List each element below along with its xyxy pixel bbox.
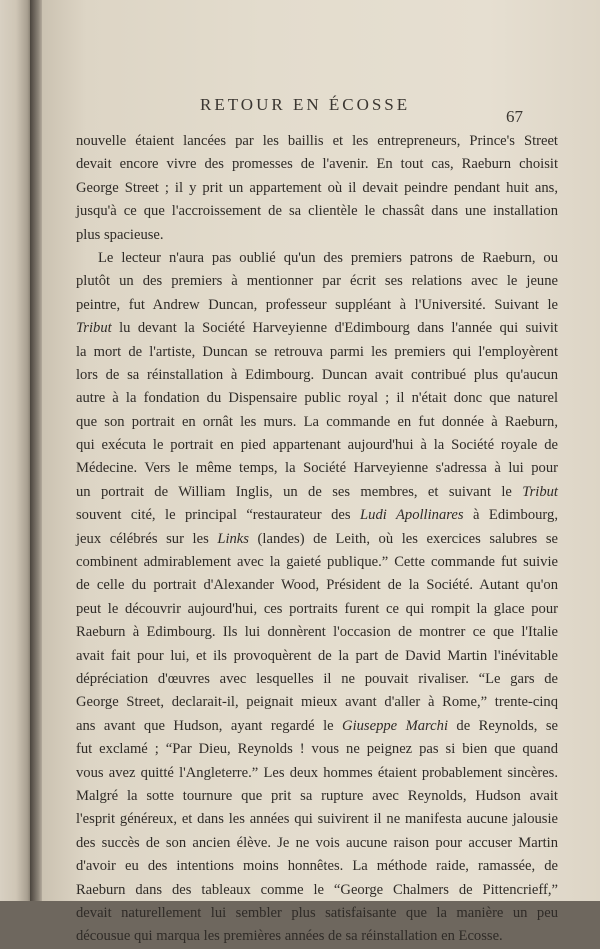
text-line: lors de sa réinstallation à Edimbourg. Duncan avait contribué plus qu'aucun <box>76 366 558 383</box>
text-line: l'esprit généreux, et dans les années qui suivirent il ne manifesta aucune jalousie <box>76 811 558 828</box>
text-line: combinent admirablement avec la gaieté publique.” Cette commande fut suivie <box>76 554 558 571</box>
text-line: que son portrait en ornât les murs. La commande en fut donnée à Raeburn, <box>76 413 558 430</box>
text-line: fut exclamé ; “Par Dieu, Reynolds ! vous ne peignez pas si bien que quand <box>76 741 558 758</box>
text-line: jusqu'à ce que l'accroissement de sa clientèle le chassât dans une installation <box>76 203 558 220</box>
text-line: décousue qui marqua les premières années de sa réinstallation en Ecosse. <box>76 928 503 945</box>
text-line: devait naturellement lui sembler plus satisfaisante que la manière un peu <box>76 904 558 921</box>
body-text <box>76 130 558 949</box>
text-line: peut le découvrir aujourd'hui, ces portraits furent ce qui rompit la glace pour <box>76 600 558 617</box>
text-line: ans avant que Hudson, ayant regardé le Giuseppe Marchi de Reynolds, se <box>76 717 558 734</box>
text-line: un portrait de William Inglis, un de ses membres, et suivant le Tribut <box>76 483 558 500</box>
running-title: RETOUR EN ÉCOSSE <box>200 95 411 114</box>
previous-page-edge <box>0 0 32 901</box>
text-line: de celle du portrait d'Alexander Wood, Président de la Société. Autant qu'on <box>76 577 558 594</box>
text-line: autre à la fondation du Dispensaire public royal ; il n'était donc que naturel <box>76 390 558 407</box>
text-line: peintre, fut Andrew Duncan, professeur suppléant à l'Université. Suivant le <box>76 296 558 313</box>
text-line: nouvelle étaient lancées par les baillis et les entrepreneurs, Prince's Street <box>76 133 558 149</box>
text-line: des succès de son ancien élève. Je ne vois aucune raison pour accuser Martin <box>76 834 558 851</box>
text-line: Raeburn à Edimbourg. Ils lui donnèrent l'occasion de montrer ce que l'Italie <box>76 624 558 641</box>
text-line: avait fait pour lui, et ils provoquèrent de la part de David Martin l'inévitable <box>76 647 558 664</box>
text-line: George Street, declarait-il, peignait mieux avant d'aller à Rome,” trente-cinq <box>76 694 558 711</box>
text-line: plutôt un des premiers à mentionner par écrit ses relations avec le jeune <box>76 273 558 290</box>
text-line: George Street ; il y prit un appartement où il devait peindre pendant huit ans, <box>76 179 558 196</box>
text-line: Tribut lu devant la Société Harveyienne d'Edimbourg dans l'année qui suivit <box>76 320 558 337</box>
book-page <box>42 0 600 945</box>
text-line: plus spacieuse. <box>76 226 164 243</box>
text-line: dépréciation d'œuvres avec lesquelles il ne pouvait rivaliser. “Le gars de <box>76 670 558 687</box>
text-line: Le lecteur n'aura pas oublié qu'un des premiers patrons de Raeburn, ou <box>98 249 558 266</box>
text-line: qui exécuta le portrait en pied appartenant aujourd'hui à la Société royale de <box>76 437 558 454</box>
page-header <box>42 95 600 125</box>
text-line: jeux célébrés sur les Links (landes) de Leith, où les exercices salubres se <box>76 530 558 547</box>
text-line: Médecine. Vers le même temps, la Société Harveyienne s'adressa à lui pour <box>76 460 558 477</box>
page-number: 67 <box>506 107 523 126</box>
text-line: d'avoir eu des intentions moins honnêtes. La méthode raide, ramassée, de <box>76 858 558 875</box>
text-line: la mort de l'artiste, Duncan se retrouva parmi les premiers qui l'employèrent <box>76 343 558 360</box>
text-line: vous avez quitté l'Angleterre.” Les deux hommes étaient probablement sincères. <box>76 764 558 781</box>
text-line: devait encore vivre des promesses de l'avenir. En tout cas, Raeburn choisit <box>76 156 558 173</box>
text-line: Malgré la sotte tournure que prit sa rupture avec Reynolds, Hudson avait <box>76 787 558 804</box>
text-line: souvent cité, le principal “restaurateur des Ludi Apollinares à Edimbourg, <box>76 507 558 524</box>
text-line: Raeburn dans des tableaux comme le “George Chalmers de Pittencrieff,” <box>76 881 558 898</box>
